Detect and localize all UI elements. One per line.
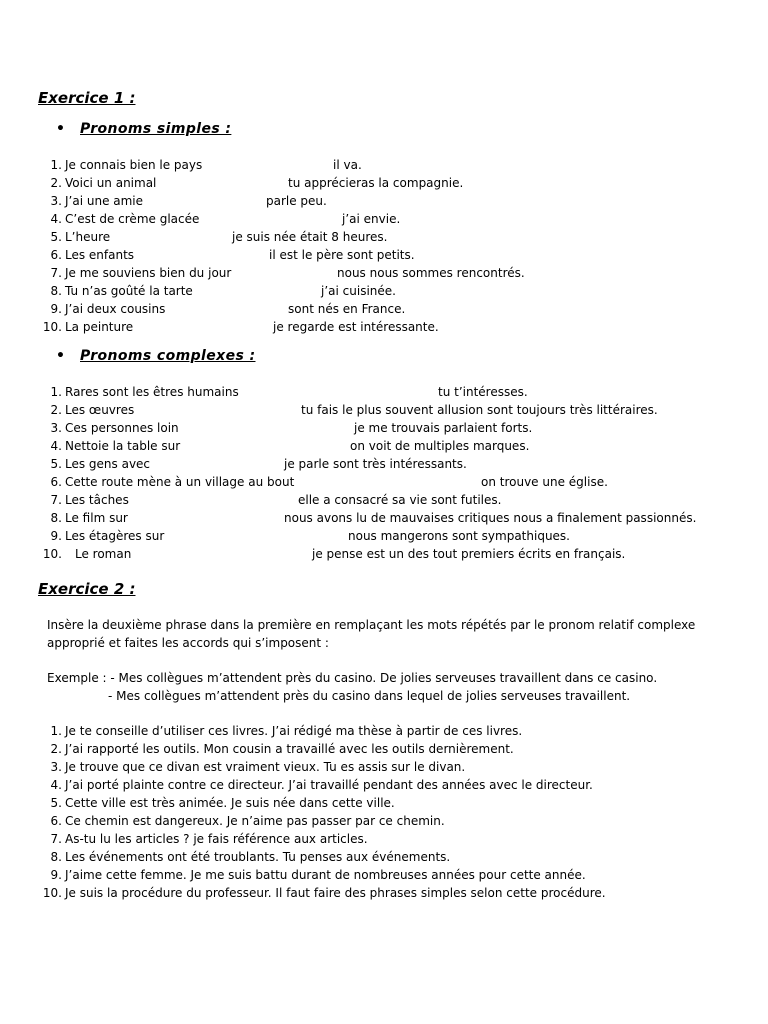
sentence-start: Voici un animal bbox=[65, 176, 157, 190]
list-item bbox=[38, 192, 748, 210]
list-item bbox=[38, 419, 748, 437]
sentence-start: J’ai deux cousins bbox=[65, 302, 166, 316]
sentence-end: j’ai cuisinée. bbox=[321, 284, 396, 298]
item-number: 9. bbox=[50, 529, 62, 543]
item-number: 4. bbox=[50, 212, 62, 226]
item-number: 6. bbox=[50, 248, 62, 262]
sentence-end: je parle sont très intéressants. bbox=[284, 457, 467, 471]
sentence-start: J’ai une amie bbox=[65, 194, 144, 208]
list-item bbox=[38, 228, 748, 246]
list-item bbox=[38, 455, 748, 473]
sentence-end: je pense est un des tout premiers écrits en français. bbox=[312, 547, 626, 561]
sentence-text: Les événements ont été troublants. Tu penses aux événements. bbox=[65, 850, 451, 864]
list-item bbox=[38, 758, 748, 776]
list-item bbox=[38, 264, 748, 282]
item-number: 9. bbox=[50, 868, 62, 882]
example-line: Exemple : - Mes collègues m’attendent près du casino. De jolies serveuses travaillent dans ce casino. bbox=[47, 671, 658, 685]
sentence-end: tu fais le plus souvent allusion sont toujours très littéraires. bbox=[301, 403, 658, 417]
sentence-end: on trouve une église. bbox=[481, 475, 608, 489]
item-number: 5. bbox=[50, 796, 62, 810]
item-number: 8. bbox=[50, 511, 62, 525]
sentence-end: je suis née était 8 heures. bbox=[232, 230, 388, 244]
sentence-start: Cette route mène à un village au bout bbox=[65, 475, 295, 489]
item-number: 2. bbox=[50, 742, 62, 756]
sentence-end: on voit de multiples marques. bbox=[350, 439, 530, 453]
instruction-line: approprié et faites les accords qui s’imposent : bbox=[47, 636, 329, 650]
sentence-start: Le roman bbox=[75, 547, 132, 561]
list-item bbox=[38, 383, 748, 401]
list-item bbox=[38, 830, 748, 848]
item-number: 5. bbox=[50, 230, 62, 244]
exercise-2-instruction bbox=[47, 616, 737, 652]
list-item bbox=[38, 848, 748, 866]
list-item bbox=[38, 776, 748, 794]
list-item bbox=[38, 300, 748, 318]
sentence-start: Rares sont les êtres humains bbox=[65, 385, 239, 399]
sentence-end: il est le père sont petits. bbox=[269, 248, 415, 262]
item-number: 3. bbox=[50, 194, 62, 208]
sentence-end: parle peu. bbox=[266, 194, 327, 208]
sentence-start: Tu n’as goûté la tarte bbox=[65, 284, 193, 298]
bullet-icon: • bbox=[56, 348, 65, 364]
item-number: 4. bbox=[50, 778, 62, 792]
list-item bbox=[38, 473, 748, 491]
item-number: 8. bbox=[50, 850, 62, 864]
sentence-end: je me trouvais parlaient forts. bbox=[354, 421, 533, 435]
item-number: 3. bbox=[50, 421, 62, 435]
item-number: 7. bbox=[50, 832, 62, 846]
list-item bbox=[38, 174, 748, 192]
list-item bbox=[38, 437, 748, 455]
sentence-end: nous mangerons sont sympathiques. bbox=[348, 529, 570, 543]
list-item bbox=[38, 282, 748, 300]
item-number: 10. bbox=[42, 320, 62, 334]
sentence-end: nous nous sommes rencontrés. bbox=[337, 266, 525, 280]
sentence-start: Les gens avec bbox=[65, 457, 151, 471]
simple-pronouns-heading bbox=[56, 121, 231, 137]
sentence-start: C’est de crème glacée bbox=[65, 212, 200, 226]
complex-pronouns-list bbox=[38, 383, 748, 563]
sentence-start: Les enfants bbox=[65, 248, 135, 262]
item-number: 4. bbox=[50, 439, 62, 453]
exercise-2-list bbox=[38, 722, 748, 902]
list-item bbox=[38, 527, 748, 545]
item-number: 1. bbox=[50, 385, 62, 399]
list-item bbox=[38, 401, 748, 419]
complex-pronouns-heading-text: Pronoms complexes : bbox=[80, 348, 256, 364]
list-item bbox=[38, 156, 748, 174]
item-number: 1. bbox=[50, 158, 62, 172]
list-item bbox=[38, 210, 748, 228]
sentence-text: Je suis la procédure du professeur. Il faut faire des phrases simples selon cette procédure. bbox=[65, 886, 606, 900]
sentence-start: Je me souviens bien du jour bbox=[65, 266, 232, 280]
list-item bbox=[38, 509, 748, 527]
sentence-start: Le film sur bbox=[65, 511, 128, 525]
list-item bbox=[38, 491, 748, 509]
sentence-start: L’heure bbox=[65, 230, 111, 244]
instruction-line: Insère la deuxième phrase dans la première en remplaçant les mots répétés par le pronom relatif complexe bbox=[47, 618, 696, 632]
item-number: 10. bbox=[42, 886, 62, 900]
sentence-start: Les étagères sur bbox=[65, 529, 165, 543]
list-item bbox=[38, 740, 748, 758]
list-item bbox=[38, 884, 748, 902]
exercise-1-title: Exercice 1 : bbox=[38, 89, 136, 107]
item-number: 3. bbox=[50, 760, 62, 774]
list-item bbox=[38, 866, 748, 884]
sentence-text: Cette ville est très animée. Je suis née dans cette ville. bbox=[65, 796, 395, 810]
sentence-end: je regarde est intéressante. bbox=[273, 320, 439, 334]
sentence-end: j’ai envie. bbox=[342, 212, 401, 226]
sentence-text: J’ai rapporté les outils. Mon cousin a travaillé avec les outils dernièrement. bbox=[65, 742, 514, 756]
item-number: 9. bbox=[50, 302, 62, 316]
item-number: 8. bbox=[50, 284, 62, 298]
sentence-start: Je connais bien le pays bbox=[65, 158, 203, 172]
sentence-text: J’aime cette femme. Je me suis battu durant de nombreuses années pour cette année. bbox=[65, 868, 586, 882]
exercise-2-title: Exercice 2 : bbox=[38, 580, 136, 598]
item-number: 6. bbox=[50, 814, 62, 828]
item-number: 2. bbox=[50, 176, 62, 190]
list-item bbox=[38, 794, 748, 812]
example-answer-line: - Mes collègues m’attendent près du casino dans lequel de jolies serveuses travaillent. bbox=[108, 689, 631, 703]
complex-pronouns-heading bbox=[56, 348, 255, 364]
list-item bbox=[38, 318, 748, 336]
item-number: 5. bbox=[50, 457, 62, 471]
item-number: 1. bbox=[50, 724, 62, 738]
sentence-text: Ce chemin est dangereux. Je n’aime pas passer par ce chemin. bbox=[65, 814, 445, 828]
list-item bbox=[38, 812, 748, 830]
item-number: 7. bbox=[50, 493, 62, 507]
simple-pronouns-heading-text: Pronoms simples : bbox=[80, 121, 232, 137]
sentence-start: La peinture bbox=[65, 320, 134, 334]
item-number: 10. bbox=[42, 547, 62, 561]
sentence-start: Nettoie la table sur bbox=[65, 439, 181, 453]
simple-pronouns-list bbox=[38, 156, 748, 336]
sentence-text: J’ai porté plainte contre ce directeur. J’ai travaillé pendant des années avec le directeur. bbox=[65, 778, 593, 792]
sentence-end: il va. bbox=[333, 158, 362, 172]
item-number: 7. bbox=[50, 266, 62, 280]
sentence-end: elle a consacré sa vie sont futiles. bbox=[298, 493, 502, 507]
sentence-start: Ces personnes loin bbox=[65, 421, 179, 435]
item-number: 2. bbox=[50, 403, 62, 417]
item-number: 6. bbox=[50, 475, 62, 489]
list-item bbox=[38, 722, 748, 740]
sentence-end: tu apprécieras la compagnie. bbox=[288, 176, 464, 190]
sentence-text: Je trouve que ce divan est vraiment vieux. Tu es assis sur le divan. bbox=[65, 760, 466, 774]
sentence-text: As-tu lu les articles ? je fais référence aux articles. bbox=[65, 832, 368, 846]
sentence-text: Je te conseille d’utiliser ces livres. J’ai rédigé ma thèse à partir de ces livres. bbox=[65, 724, 523, 738]
sentence-end: tu t’intéresses. bbox=[438, 385, 528, 399]
exercise-2-example bbox=[47, 669, 737, 705]
sentence-start: Les œuvres bbox=[65, 403, 135, 417]
list-item bbox=[38, 246, 748, 264]
sentence-end: sont nés en France. bbox=[288, 302, 406, 316]
sentence-end: nous avons lu de mauvaises critiques nous a finalement passionnés. bbox=[284, 511, 697, 525]
bullet-icon: • bbox=[56, 121, 65, 137]
list-item bbox=[38, 545, 748, 563]
sentence-start: Les tâches bbox=[65, 493, 129, 507]
